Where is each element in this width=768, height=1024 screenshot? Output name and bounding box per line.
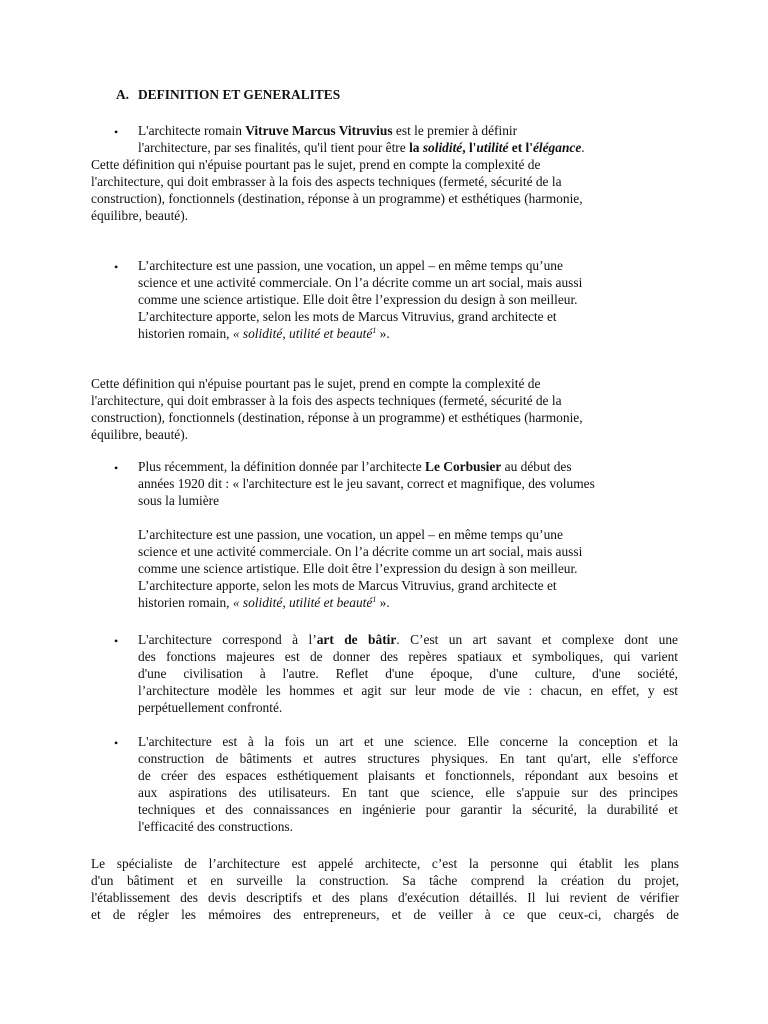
text-line: comme une science artistique. Elle doit être l’expression du design à son meilleur. xyxy=(138,561,578,576)
text-line: années 1920 dit : « l'architecture est le jeu savant, correct et magnifique, des volumes xyxy=(138,476,595,491)
bullet-icon: • xyxy=(114,634,119,648)
text-line: d'un bâtiment et en surveille la construction. Sa tâche comprend la création du projet, xyxy=(91,873,679,888)
text-line: L’architecture est une passion, une vocation, un appel – en même temps qu’une xyxy=(138,527,563,542)
text-line: construction), fonctionnels (destination, réponse à un programme) et esthétiques (harmonie, xyxy=(91,410,583,425)
text-line: Plus récemment, la définition donnée par l’architecte Le Corbusier au début des xyxy=(138,459,572,474)
text-line: science et une activité commerciale. On l’a décrite comme un art social, mais aussi xyxy=(138,275,583,290)
paragraph-art-et-science xyxy=(138,733,678,835)
text-line: techniques et des connaissances en ingénierie pour garantir la sécurité, la durabilité et xyxy=(138,802,678,817)
text-line: l'architecture, qui doit embrasser à la fois des aspects techniques (fermeté, sécurité de la xyxy=(91,174,562,189)
paragraph-art-de-batir xyxy=(138,631,678,716)
paragraph-passion xyxy=(138,257,678,342)
text-line: historien romain, « solidité, utilité et beauté$^1$ ». xyxy=(138,326,390,341)
text-line: historien romain, « solidité, utilité et beauté$^1$ ». xyxy=(138,595,390,610)
text-line: Cette définition qui n'épuise pourtant pas le sujet, prend en compte la complexité de xyxy=(91,157,541,172)
text-line: construction), fonctionnels (destination, réponse à un programme) et esthétiques (harmonie, xyxy=(91,191,583,206)
text-line: de créer des espaces esthétiquement plaisants et fonctionnels, répondant aux besoins et xyxy=(138,768,678,783)
text-line: L'architecture est à la fois un art et une science. Elle concerne la conception et la xyxy=(138,734,678,749)
text-line: et de régler les mémoires des entrepreneurs, et de veiller à ce que ceux-ci, chargés de xyxy=(91,907,679,922)
text-line: Cette définition qui n'épuise pourtant pas le sujet, prend en compte la complexité de xyxy=(91,376,541,391)
text-line: construction de bâtiments et autres structures physiques. En tant qu'art, elle s'efforce xyxy=(138,751,678,766)
text-line: l'établissement des devis descriptifs et des plans d'exécution détaillés. Il lui revient de vérifier xyxy=(91,890,679,905)
text-line: des fonctions majeures est de donner des repères spatiaux et symboliques, qui varient xyxy=(138,649,678,664)
paragraph-le-corbusier xyxy=(138,458,678,509)
text-line: perpétuellement confronté. xyxy=(138,700,283,715)
text-line: comme une science artistique. Elle doit être l’expression du design à son meilleur. xyxy=(138,292,578,307)
text-line: L'architecte romain Vitruve Marcus Vitruvius est le premier à définir xyxy=(138,123,518,138)
text-line: L'architecture correspond à l’art de bâtir. C’est un art savant et complexe dont une xyxy=(138,632,678,647)
text-line: sous la lumière xyxy=(138,493,220,508)
text-line: L’architecture apporte, selon les mots de Marcus Vitruvius, grand architecte et xyxy=(138,309,557,324)
section-title: DEFINITION ET GENERALITES xyxy=(138,87,341,102)
bullet-icon: • xyxy=(114,125,119,139)
paragraph-vitruve xyxy=(138,122,678,156)
bullet-icon: • xyxy=(114,260,119,274)
text-line: l’architecture modèle les hommes et agit sur leur mode de vie : chacun, en effet, y est xyxy=(138,683,678,698)
text-line: l'architecture, qui doit embrasser à la fois des aspects techniques (fermeté, sécurité de la xyxy=(91,393,562,408)
bullet-icon: • xyxy=(114,736,119,750)
section-number: A. xyxy=(116,87,130,102)
text-line: équilibre, beauté). xyxy=(91,208,189,223)
text-line: d'une civilisation à l'autre. Reflet d'une époque, d'une culture, d'une société, xyxy=(138,666,678,681)
section-heading xyxy=(116,86,340,103)
text-line: aux aspirations des utilisateurs. En tant que science, elle s'appuie sur des principes xyxy=(138,785,678,800)
text-line: L’architecture est une passion, une vocation, un appel – en même temps qu’une xyxy=(138,258,563,273)
text-line: équilibre, beauté). xyxy=(91,427,189,442)
text-line: l'architecture, par ses finalités, qu'il tient pour être la solidité, l'utilité et l'élégance. xyxy=(138,140,585,155)
paragraph-definition xyxy=(91,375,679,443)
bullet-icon: • xyxy=(114,461,119,475)
text-line: Le spécialiste de l’architecture est appelé architecte, c’est la personne qui établit les plans xyxy=(91,856,679,871)
paragraph-passion-repeat xyxy=(138,526,678,611)
text-line: science et une activité commerciale. On l’a décrite comme un art social, mais aussi xyxy=(138,544,583,559)
text-line: l'efficacité des constructions. xyxy=(138,819,293,834)
text-line: L’architecture apporte, selon les mots de Marcus Vitruvius, grand architecte et xyxy=(138,578,557,593)
paragraph-architecte xyxy=(91,855,679,923)
paragraph-definition-continued xyxy=(91,156,679,224)
